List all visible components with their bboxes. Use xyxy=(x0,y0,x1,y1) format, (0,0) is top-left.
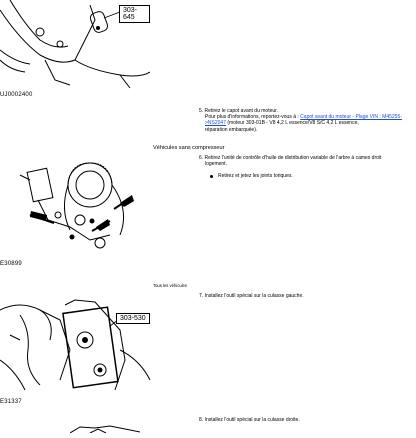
figure-partial-bottom xyxy=(70,420,140,429)
step-8: 8. Installez l'outil spécial sur la culasse droite. xyxy=(199,417,300,423)
front-cover-link[interactable]: Capot avant du moteur - Plage VIN : M45255->NS2047 xyxy=(205,114,402,127)
step-5 xyxy=(199,108,414,133)
step-6 xyxy=(199,155,414,167)
figure-engine-top xyxy=(0,0,150,95)
step-6-line1: 6. Retirez l'unité de contrôle d'huile de distribution variable de l'arbre à cames droit xyxy=(199,155,382,161)
step-5-title: 5. Retirez le capot avant du moteur. xyxy=(199,108,278,114)
figure-id-label: E30899 xyxy=(0,261,22,267)
figure-id-label: UJ0002400 xyxy=(0,92,33,98)
step-6-line2: logement. xyxy=(205,161,227,168)
tool-callout-label: 303-530 xyxy=(116,313,150,324)
step-7: 7. Installez l'outil spécial sur la culasse gauche. xyxy=(199,293,304,299)
engine-illustration-3 xyxy=(0,290,160,398)
section-heading-all-vehicles: Tous les véhicules xyxy=(153,283,187,288)
figure-cylinder-head-tool xyxy=(0,290,160,398)
step-6-bullet: Retirez et jetez les joints toriques. xyxy=(218,173,293,179)
figure-id-label: E31337 xyxy=(0,399,22,405)
section-heading-no-compressor: Véhicules sans compresseur xyxy=(153,145,225,151)
step-5-ref-line4: réparation embarquée). xyxy=(205,126,258,133)
tool-callout-label: 303-645 xyxy=(119,5,150,23)
figure-vvt-unit xyxy=(0,155,150,260)
step-5-ref-prefix: Pour plus d'informations, reportez-vous à : xyxy=(205,114,299,121)
engine-illustration-2 xyxy=(0,155,150,260)
bullet-dot xyxy=(210,175,213,178)
step-5-ref-suffix: (moteur 303-01B - V8 4,2 L essence/V8 S/C 4,2 L essence, xyxy=(227,120,359,127)
